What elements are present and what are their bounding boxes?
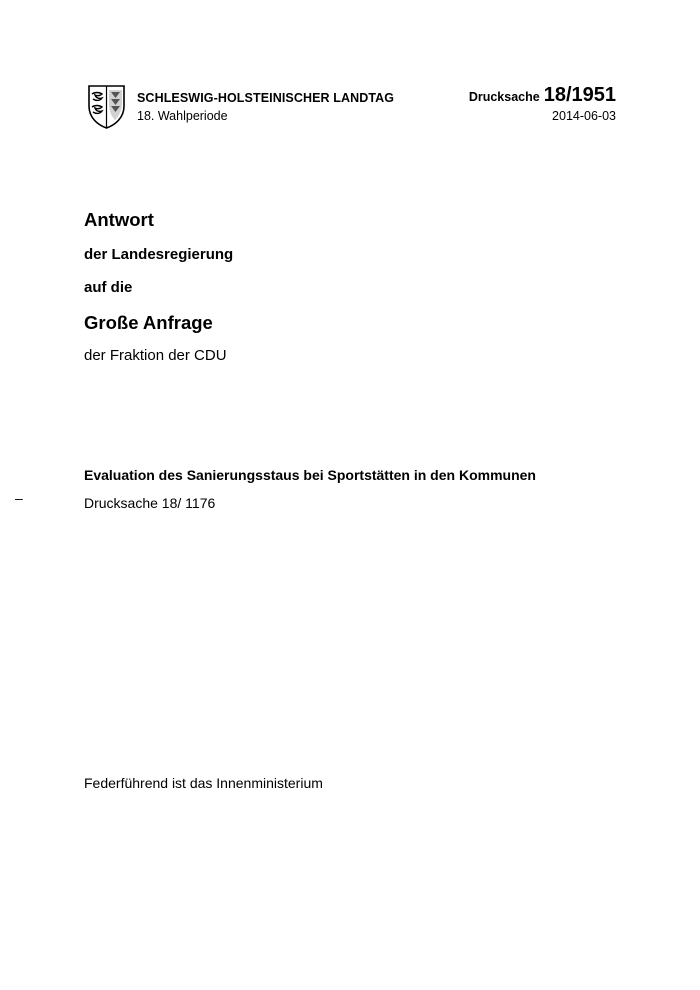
- parliament-name: SCHLESWIG-HOLSTEINISCHER LANDTAG: [137, 91, 395, 105]
- coat-of-arms-icon: [87, 84, 126, 130]
- document-type: Antwort: [84, 209, 154, 230]
- legislative-period: 18. Wahlperiode: [137, 109, 228, 123]
- print-reference: [469, 84, 616, 107]
- print-number: 18/1951: [543, 84, 616, 106]
- reference-print: Drucksache 18/ 1176: [84, 495, 216, 511]
- request-type: Große Anfrage: [84, 312, 213, 333]
- margin-mark: –: [15, 490, 23, 506]
- subject-title: Evaluation des Sanierungsstaus bei Sportstätten in den Kommunen: [84, 467, 536, 483]
- government-line: der Landesregierung: [84, 246, 234, 263]
- lead-ministry: Federführend ist das Innenministerium: [84, 775, 323, 791]
- faction-line: der Fraktion der CDU: [84, 347, 227, 364]
- print-label: Drucksache: [468, 90, 540, 104]
- on-line: auf die: [84, 279, 133, 296]
- document-date: 2014-06-03: [552, 109, 616, 123]
